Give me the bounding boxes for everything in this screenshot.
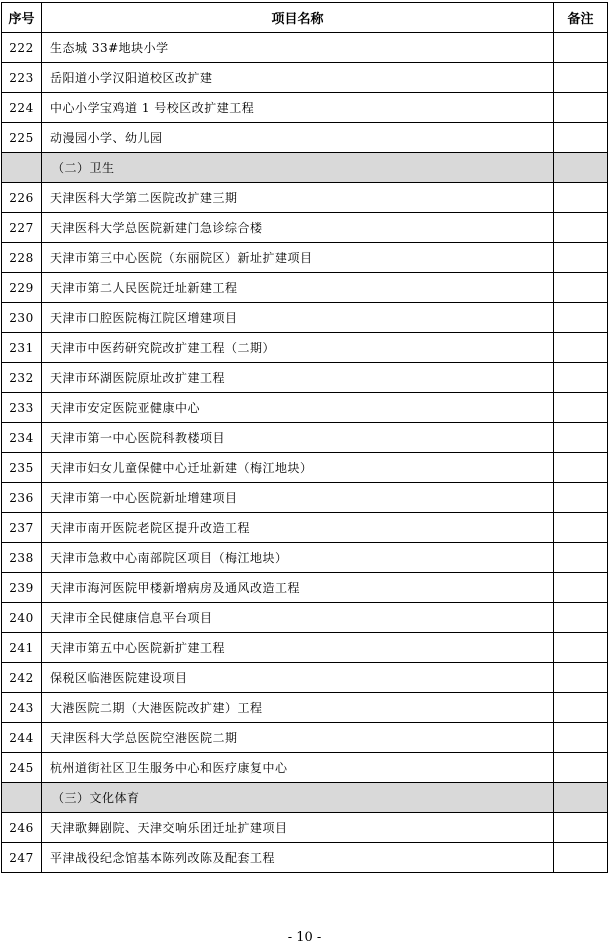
row-project-name: 天津市海河医院甲楼新增病房及通风改造工程	[42, 573, 554, 603]
row-remarks	[554, 843, 608, 873]
row-project-name: 天津市第一中心医院新址增建项目	[42, 483, 554, 513]
table-row	[2, 213, 608, 243]
row-project-name: 天津市环湖医院原址改扩建工程	[42, 363, 554, 393]
row-project-name: 天津医科大学总医院空港医院二期	[42, 723, 554, 753]
row-number: 230	[2, 303, 42, 333]
row-number: 243	[2, 693, 42, 723]
row-project-name: 天津市口腔医院梅江院区增建项目	[42, 303, 554, 333]
row-project-name: 保税区临港医院建设项目	[42, 663, 554, 693]
table-row	[2, 723, 608, 753]
row-number: 228	[2, 243, 42, 273]
table-row	[2, 513, 608, 543]
table-row	[2, 813, 608, 843]
row-number: 227	[2, 213, 42, 243]
row-remarks	[554, 783, 608, 813]
row-project-name: 岳阳道小学汉阳道校区改扩建	[42, 63, 554, 93]
row-number: 237	[2, 513, 42, 543]
row-number: 235	[2, 453, 42, 483]
row-number: 242	[2, 663, 42, 693]
row-remarks	[554, 423, 608, 453]
page-number: - 10 -	[287, 930, 322, 945]
table-row	[2, 303, 608, 333]
row-remarks	[554, 573, 608, 603]
row-project-name: 杭州道街社区卫生服务中心和医疗康复中心	[42, 753, 554, 783]
row-remarks	[554, 243, 608, 273]
row-project-name: 天津市安定医院亚健康中心	[42, 393, 554, 423]
header-number: 序号	[2, 3, 42, 33]
row-remarks	[554, 333, 608, 363]
row-remarks	[554, 513, 608, 543]
table-row	[2, 543, 608, 573]
row-number: 241	[2, 633, 42, 663]
row-project-name: 天津医科大学第二医院改扩建三期	[42, 183, 554, 213]
row-remarks	[554, 693, 608, 723]
row-remarks	[554, 273, 608, 303]
table-row	[2, 573, 608, 603]
table-row	[2, 603, 608, 633]
row-number: 244	[2, 723, 42, 753]
row-number: 232	[2, 363, 42, 393]
row-remarks	[554, 123, 608, 153]
row-number	[2, 153, 42, 183]
table-header-row	[2, 3, 608, 33]
row-number: 236	[2, 483, 42, 513]
row-remarks	[554, 303, 608, 333]
row-remarks	[554, 183, 608, 213]
table-row	[2, 663, 608, 693]
table-row	[2, 363, 608, 393]
row-number: 226	[2, 183, 42, 213]
row-remarks	[554, 813, 608, 843]
row-project-name: 天津市妇女儿童保健中心迁址新建（梅江地块）	[42, 453, 554, 483]
row-number: 245	[2, 753, 42, 783]
row-remarks	[554, 363, 608, 393]
table-row	[2, 63, 608, 93]
row-remarks	[554, 753, 608, 783]
header-project-name: 项目名称	[42, 3, 554, 33]
row-project-name: 天津市全民健康信息平台项目	[42, 603, 554, 633]
row-remarks	[554, 633, 608, 663]
row-remarks	[554, 213, 608, 243]
row-remarks	[554, 33, 608, 63]
row-project-name: 天津歌舞剧院、天津交响乐团迁址扩建项目	[42, 813, 554, 843]
row-number: 231	[2, 333, 42, 363]
row-remarks	[554, 63, 608, 93]
row-number: 222	[2, 33, 42, 63]
row-number: 238	[2, 543, 42, 573]
table-row	[2, 843, 608, 873]
row-number: 247	[2, 843, 42, 873]
table-row	[2, 693, 608, 723]
table-row	[2, 483, 608, 513]
row-remarks	[554, 483, 608, 513]
row-number: 224	[2, 93, 42, 123]
table-row	[2, 123, 608, 153]
table-row	[2, 243, 608, 273]
row-project-name: 天津市第一中心医院科教楼项目	[42, 423, 554, 453]
row-remarks	[554, 723, 608, 753]
row-number: 246	[2, 813, 42, 843]
table-row	[2, 453, 608, 483]
row-project-name: 天津市南开医院老院区提升改造工程	[42, 513, 554, 543]
row-number: 233	[2, 393, 42, 423]
row-remarks	[554, 393, 608, 423]
row-remarks	[554, 663, 608, 693]
row-number: 239	[2, 573, 42, 603]
row-number: 229	[2, 273, 42, 303]
header-remarks: 备注	[554, 3, 608, 33]
row-remarks	[554, 93, 608, 123]
table-row	[2, 333, 608, 363]
row-project-name: 天津市急救中心南部院区项目（梅江地块）	[42, 543, 554, 573]
row-project-name: 天津市中医药研究院改扩建工程（二期）	[42, 333, 554, 363]
row-remarks	[554, 453, 608, 483]
row-project-name: 天津市第三中心医院（东丽院区）新址扩建项目	[42, 243, 554, 273]
row-project-name: 生态城 33#地块小学	[42, 33, 554, 63]
row-number: 223	[2, 63, 42, 93]
section-row	[2, 783, 608, 813]
row-remarks	[554, 153, 608, 183]
row-remarks	[554, 543, 608, 573]
row-project-name: 天津市第五中心医院新扩建工程	[42, 633, 554, 663]
table-row	[2, 33, 608, 63]
table-body	[2, 33, 608, 873]
table-row	[2, 273, 608, 303]
row-project-name: （三）文化体育	[42, 783, 554, 813]
row-number: 240	[2, 603, 42, 633]
row-project-name: 平津战役纪念馆基本陈列改陈及配套工程	[42, 843, 554, 873]
row-number: 225	[2, 123, 42, 153]
section-row	[2, 153, 608, 183]
table-row	[2, 93, 608, 123]
table-row	[2, 633, 608, 663]
table-row	[2, 423, 608, 453]
row-project-name: 天津医科大学总医院新建门急诊综合楼	[42, 213, 554, 243]
table-row	[2, 753, 608, 783]
row-project-name: 中心小学宝鸡道 1 号校区改扩建工程	[42, 93, 554, 123]
row-number	[2, 783, 42, 813]
table-row	[2, 393, 608, 423]
row-project-name: （二）卫生	[42, 153, 554, 183]
row-project-name: 大港医院二期（大港医院改扩建）工程	[42, 693, 554, 723]
row-number: 234	[2, 423, 42, 453]
row-project-name: 天津市第二人民医院迁址新建工程	[42, 273, 554, 303]
project-table	[1, 2, 608, 873]
table-row	[2, 183, 608, 213]
row-project-name: 动漫园小学、幼儿园	[42, 123, 554, 153]
row-remarks	[554, 603, 608, 633]
